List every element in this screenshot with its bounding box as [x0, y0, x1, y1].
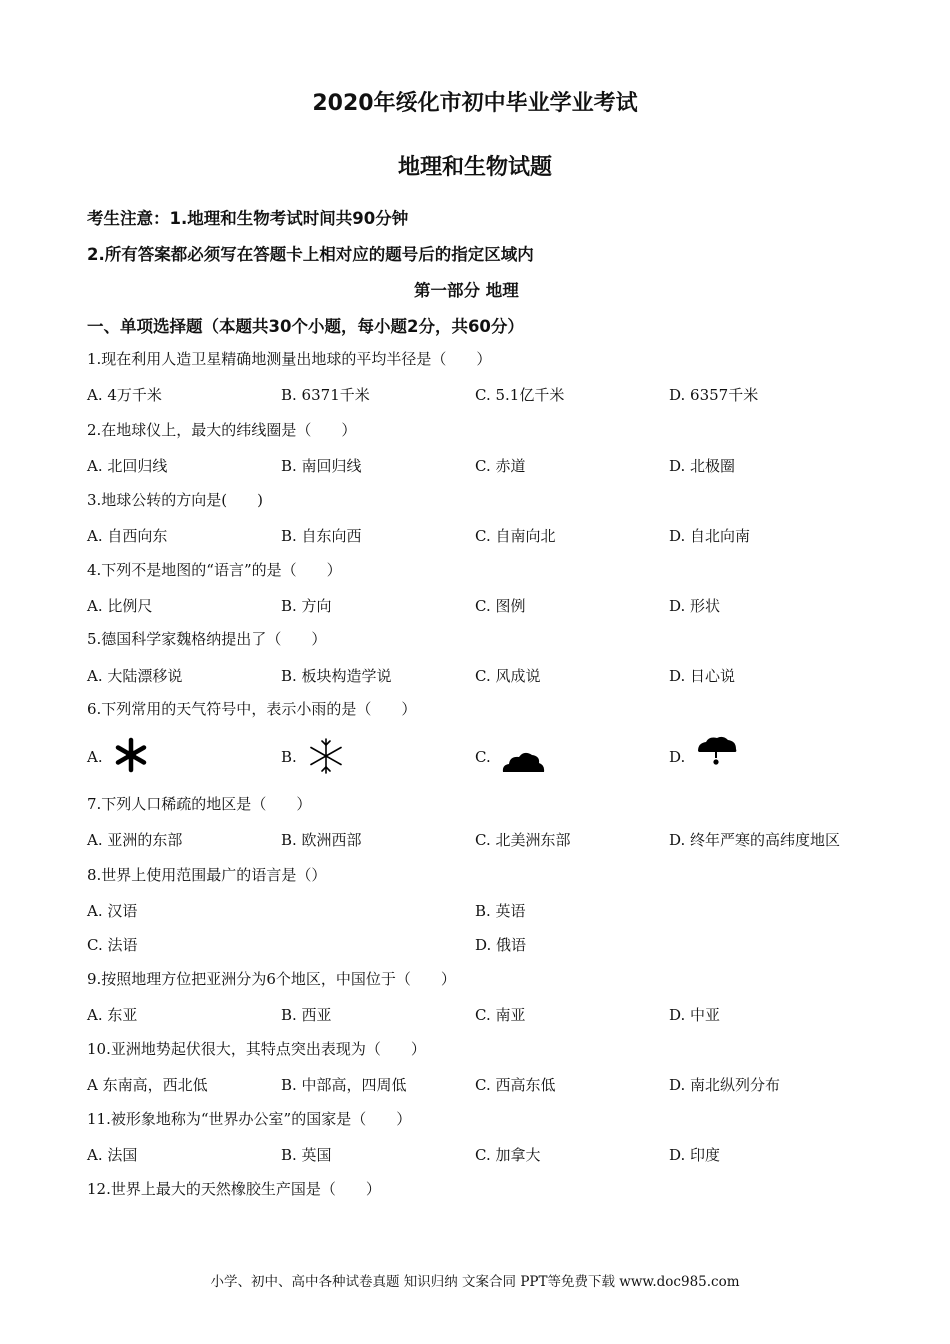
q3-option-b: B. 自东向西	[281, 527, 362, 545]
q4-option-a: A. 比例尺	[87, 597, 153, 615]
q5-option-d: D. 日心说	[669, 667, 736, 685]
light-snow-symbol-icon	[307, 737, 345, 775]
question-3: 3.地球公转的方向是( )	[87, 491, 264, 509]
question-4: 4.下列不是地图的“语言”的是（ ）	[87, 561, 342, 579]
q6-option-a: A.	[87, 748, 103, 766]
q10-option-c: C. 西高东低	[475, 1076, 556, 1094]
q1-option-a: A. 4万千米	[87, 386, 162, 404]
q5-option-c: C. 风成说	[475, 667, 541, 685]
heavy-snow-symbol-icon	[113, 737, 149, 773]
question-9: 9.按照地理方位把亚洲分为6个地区，中国位于（ ）	[87, 970, 456, 988]
section-title: 一、单项选择题（本题共30个小题，每小题2分，共60分）	[87, 317, 524, 336]
q6-option-c: C.	[475, 748, 491, 766]
q8-option-d: D. 俄语	[475, 936, 527, 954]
q8-option-b: B. 英语	[475, 902, 526, 920]
q11-option-c: C. 加拿大	[475, 1146, 541, 1164]
question-7: 7.下列人口稀疏的地区是（ ）	[87, 795, 312, 813]
q3-option-a: A. 自西向东	[87, 527, 168, 545]
q1-option-b: B. 6371千米	[281, 386, 370, 404]
question-10: 10.亚洲地势起伏很大，其特点突出表现为（ ）	[87, 1040, 426, 1058]
q8-option-c: C. 法语	[87, 936, 138, 954]
q5-option-b: B. 板块构造学说	[281, 667, 392, 685]
q7-option-b: B. 欧洲西部	[281, 831, 362, 849]
q2-option-d: D. 北极圈	[669, 457, 736, 475]
q4-option-b: B. 方向	[281, 597, 332, 615]
q9-option-d: D. 中亚	[669, 1006, 721, 1024]
q7-option-a: A. 亚洲的东部	[87, 831, 183, 849]
question-1: 1.现在利用人造卫星精确地测量出地球的平均半径是（ ）	[87, 350, 492, 368]
part-title: 第一部分 地理	[414, 281, 519, 300]
q7-option-c: C. 北美洲东部	[475, 831, 571, 849]
question-8: 8.世界上使用范围最广的语言是（）	[87, 866, 327, 884]
q4-option-c: C. 图例	[475, 597, 526, 615]
question-5: 5.德国科学家魏格纳提出了（ ）	[87, 630, 327, 648]
question-2: 2.在地球仪上，最大的纬线圈是（ ）	[87, 421, 357, 439]
q1-option-d: D. 6357千米	[669, 386, 759, 404]
q5-option-a: A. 大陆漂移说	[87, 667, 183, 685]
q9-option-a: A. 东亚	[87, 1006, 138, 1024]
q11-option-a: A. 法国	[87, 1146, 138, 1164]
page-title: 2020年绥化市初中毕业学业考试	[312, 91, 638, 116]
question-6: 6.下列常用的天气符号中，表示小雨的是（ ）	[87, 700, 417, 718]
q1-option-c: C. 5.1亿千米	[475, 386, 565, 404]
q6-option-b: B.	[281, 748, 297, 766]
q10-option-b: B. 中部高，四周低	[281, 1076, 407, 1094]
q10-option-d: D. 南北纵列分布	[669, 1076, 781, 1094]
q4-option-d: D. 形状	[669, 597, 721, 615]
page-footer: 小学、初中、高中各种试卷真题 知识归纳 文案合同 PPT等免费下载 www.doc985.com	[210, 1274, 740, 1290]
light-rain-symbol-icon	[695, 735, 739, 769]
exam-note-2: 2.所有答案都必须写在答题卡上相对应的题号后的指定区域内	[87, 245, 534, 264]
q8-option-a: A. 汉语	[87, 902, 138, 920]
q11-option-b: B. 英国	[281, 1146, 332, 1164]
q9-option-b: B. 西亚	[281, 1006, 332, 1024]
exam-note-1: 考生注意：1.地理和生物考试时间共90分钟	[87, 209, 409, 228]
q6-option-d: D.	[669, 748, 686, 766]
q2-option-b: B. 南回归线	[281, 457, 362, 475]
overcast-symbol-icon	[500, 748, 546, 774]
q2-option-c: C. 赤道	[475, 457, 526, 475]
q3-option-d: D. 自北向南	[669, 527, 751, 545]
question-11: 11.被形象地称为“世界办公室”的国家是（ ）	[87, 1110, 412, 1128]
q7-option-d: D. 终年严寒的高纬度地区	[669, 831, 841, 849]
q2-option-a: A. 北回归线	[87, 457, 168, 475]
q9-option-c: C. 南亚	[475, 1006, 526, 1024]
question-12: 12.世界上最大的天然橡胶生产国是（ ）	[87, 1180, 381, 1198]
q3-option-c: C. 自南向北	[475, 527, 556, 545]
q11-option-d: D. 印度	[669, 1146, 721, 1164]
q10-option-a: A 东南高，西北低	[87, 1076, 208, 1094]
page-subtitle: 地理和生物试题	[397, 155, 552, 180]
